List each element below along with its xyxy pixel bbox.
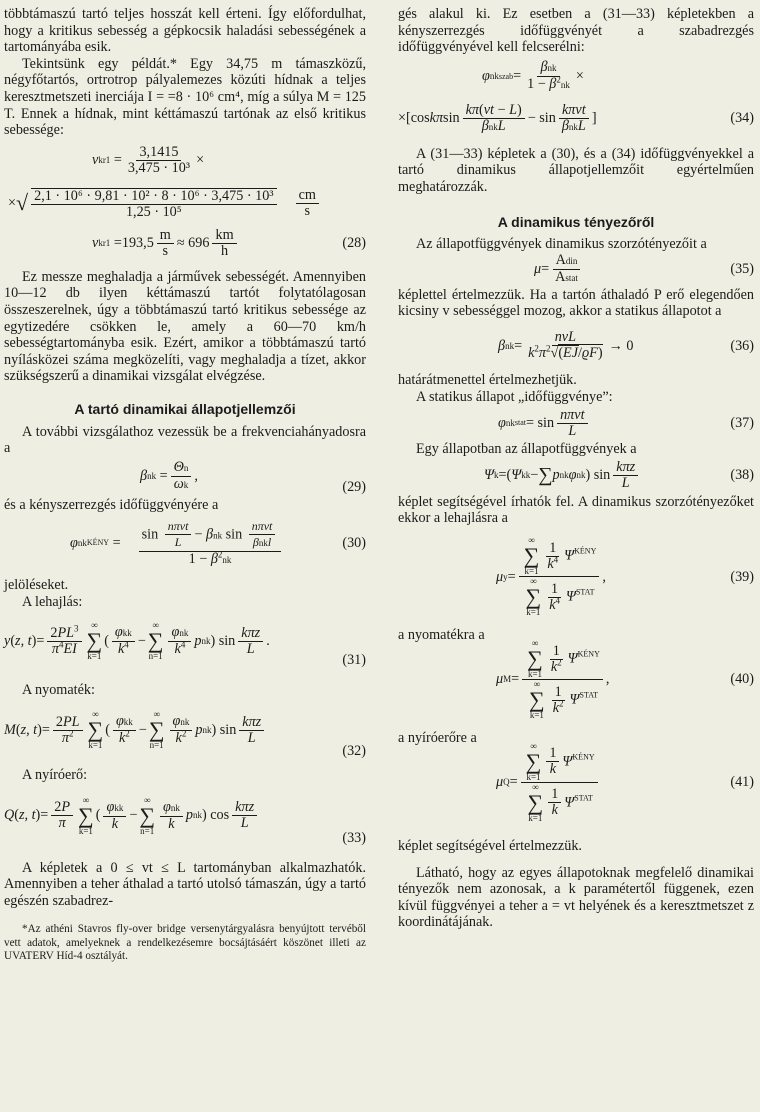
paragraph: jelöléseket. <box>4 577 69 594</box>
right-column <box>398 0 754 931</box>
equation: Q ( z, t )= $\frac{2P}{\pi}$ ∞ ∑ k=1 ( $\frac{\text{φkk}}{k}$ − ∞ ∑ n=1 $\frac{\text{φnk}}{k}$ p nk ) cos $\frac{\text{kπz}}{L}$ (33) <box>4 794 366 846</box>
paragraph: gés alakul ki. Ez esetben a (31—33) képletekben a kényszerrezgés időfüggvényét a szabadrezgés időfüggvényével kell felcserélni: <box>398 6 754 56</box>
equation: μ M = ∞ ∑ k=1 $\frac{1}{k^2}$ $\Psi^{KÉNY}$ ∞ ∑ k=1 $\frac{1}{k^2}$ $\Psi^{STAT}$ , (40) <box>496 638 754 720</box>
footnote: *Az athéni Stavros fly-over bridge versenytárgyalásra benyújtott tervéből vett adatok, amelyeknek a rendelkezésemre bocsájtásáért köszönet illeti az UVATERV Híd-4 osztályát. <box>4 923 366 963</box>
equation-number: (28) <box>342 235 366 252</box>
paragraph: képlet segítségével írhatók fel. A dinamikus szorzótényezőket ekkor a lehajlásra a <box>398 493 754 527</box>
equation: y ( z, t )= $\frac{2PL^3}{\pi^4EI}$ ∞ ∑ k=1 ( $\frac{\text{φkk}}{k^4}$ − ∞ ∑ n=1 $\frac{\text{φnk}}{k^4}$ p nk ) sin $\frac{\text{kπz}}{L}$ . (31) <box>4 620 366 669</box>
equation: β nk = $\frac{\text{nvL}}{k^2\pi^2√(EJ/ϱF)}$ → 0 (36) <box>498 329 754 362</box>
paragraph: határátmenettel értelmezhetjük. <box>398 371 577 388</box>
paragraph: képlettel értelmezzük. Ha a tartón áthaladó P erő elegendően kicsiny v sebességgel mozog, akkor a statikus állapotot a <box>398 286 754 320</box>
paragraph: Látható, hogy az egyes állapotoknak megfelelő dinamikai tényezők nem azonosak, a k paramétertől függenek, ezen kívül függvényei a teher a = vt helyének és a keresztmetszet z koordinátájának. <box>398 864 754 931</box>
section-heading: A tartó dinamikai állapotjellemzői <box>74 400 296 417</box>
paragraph: a nyomatékra a <box>398 626 485 643</box>
paragraph: többtámaszú tartó teljes hosszát kell érteni. Így előfordulhat, hogy a kritikus sebesség a gépkocsik haladási sebességének a tartományába esik. <box>4 6 366 56</box>
equation: Ψ k =( Ψ kk − ∑ p nk φ nk ) sin $\frac{\text{kπz}}{L}$ (38) <box>484 459 754 492</box>
paragraph: A képletek a 0 ≤ vt ≤ L tartományban alkalmazhatók. Amennyiben a teher áthalad a tartó utolsó támaszán, úgy a tartó egészén szabadrez- <box>4 859 366 909</box>
equation: β nk = $\frac{\Theta n}{\omega k}$ , (29) <box>140 459 366 495</box>
paragraph: képlet segítségével értelmezzük. <box>398 838 582 855</box>
equation: φ nk stat = sin $\frac{\text{nπvt}}{L}$ (37) <box>498 406 754 439</box>
paragraph: és a kényszerrezgés időfüggvényére a <box>4 496 219 513</box>
paragraph: Ez messze meghaladja a járművek sebességét. Amennyiben 10—12 db ilyen kéttámaszú tartót folytatólagosan összeszerelnek, úgy a többtámaszú tartó kritikus sebessége az egytizedére csökken le, amely a 60—70 km/h sebességtartományba esik. Ezért, amikor a többtámaszú tartó nyílásközei száma megközelíti, vagy meghaladja a tízet, akkor szükségszerű a dinamikai vizsgálat elvégzése. <box>4 268 366 385</box>
paragraph: Az állapotfüggvények dinamikus szorzótényezőit a <box>416 236 707 253</box>
equation: μ Q = ∞ ∑ k=1 $\frac{1}{k}$ $\Psi^{KÉNY}$ ∞ ∑ k=1 $\frac{1}{k}$ $\Psi^{STAT}$ (41) <box>496 740 754 823</box>
equation: v kr1 =193,5 $\frac{m}{s}$ ≈ 696 $\frac{km}{h}$ (28) <box>92 227 366 260</box>
paragraph: A nyomaték: <box>22 682 95 699</box>
equation: M ( z, t )= $\frac{2PL}{\pi^2}$ ∞ ∑ k=1 ( $\frac{\text{φkk}}{k^2}$ − ∞ ∑ n=1 $\frac{\text{φnk}}{k^2}$ p nk ) sin $\frac{\text{kπz}}{L}$ (32) <box>4 709 366 760</box>
paragraph: A lehajlás: <box>22 593 83 610</box>
paragraph: A további vizsgálathoz vezessük be a frekvenciahányadosra a <box>4 423 366 457</box>
left-column <box>4 0 366 964</box>
equation: φ nk KÉNY = sin $\frac{\text{nπvt}}{L}$ − βnk sin $\frac{\text{nπvt}}{\text{βnkl}}$ $1 - \beta^2nk$ (30) <box>70 518 366 567</box>
equation: ×[cos kπ sin $\frac{k\pi(vt - L)}{\text{βnkL}}$ − sin $\frac{\text{kπvt}}{\text{βnkL}}$ ] (34) <box>398 101 754 134</box>
paragraph: Tekintsünk egy példát.* Egy 34,75 m támaszközű, négyfőtartós, ortrotrop pályalemezes közúti hídnak a teljes keresztmetszeti inerciája I = =8 · 10⁶ cm⁴, míg a súlya M = 125 T. Ennek a hídnak, mint kéttámaszú tartónak az első kritikus sebessége: <box>4 55 366 139</box>
paragraph: Egy állapotban az állapotfüggvények a <box>416 441 637 458</box>
section-heading: A dinamikus tényezőről <box>497 213 655 230</box>
paragraph: A nyíróerő: <box>22 767 88 784</box>
equation: × √ $\frac{\text{2,1 · 10⁶ · 9,81 · 10² · 8 · 10⁶ · 3,475 · 10³}}{\text{1,25 · 10⁵}}$ $\frac{cm}{s}$ <box>4 181 366 227</box>
equation: μ = $\frac{\text{Adin}}{\text{Astat}}$ (35) <box>534 252 754 286</box>
paragraph: A (31—33) képletek a (30), és a (34) időfüggvényekkel a tartó dinamikus állapotjellemzőit egyértelműen meghatározzák. <box>398 145 754 195</box>
equation: μ y = ∞ ∑ k=1 $\frac{1}{k^4}$ $\Psi^{KÉNY}$ ∞ ∑ k=1 $\frac{1}{k^4}$ $\Psi^{STAT}$ , (39) <box>496 535 754 618</box>
equation: v kr1 = $\frac{3,1415}{\text{3,475 · 10³}}$ × <box>92 144 205 177</box>
paragraph: a nyíróerőre a <box>398 729 477 746</box>
equation: φ nk szab = $\frac{\text{βnk}}{1 - \beta^2nk}$ × <box>482 59 584 93</box>
paragraph: A statikus állapot „időfüggvénye”: <box>416 388 613 405</box>
